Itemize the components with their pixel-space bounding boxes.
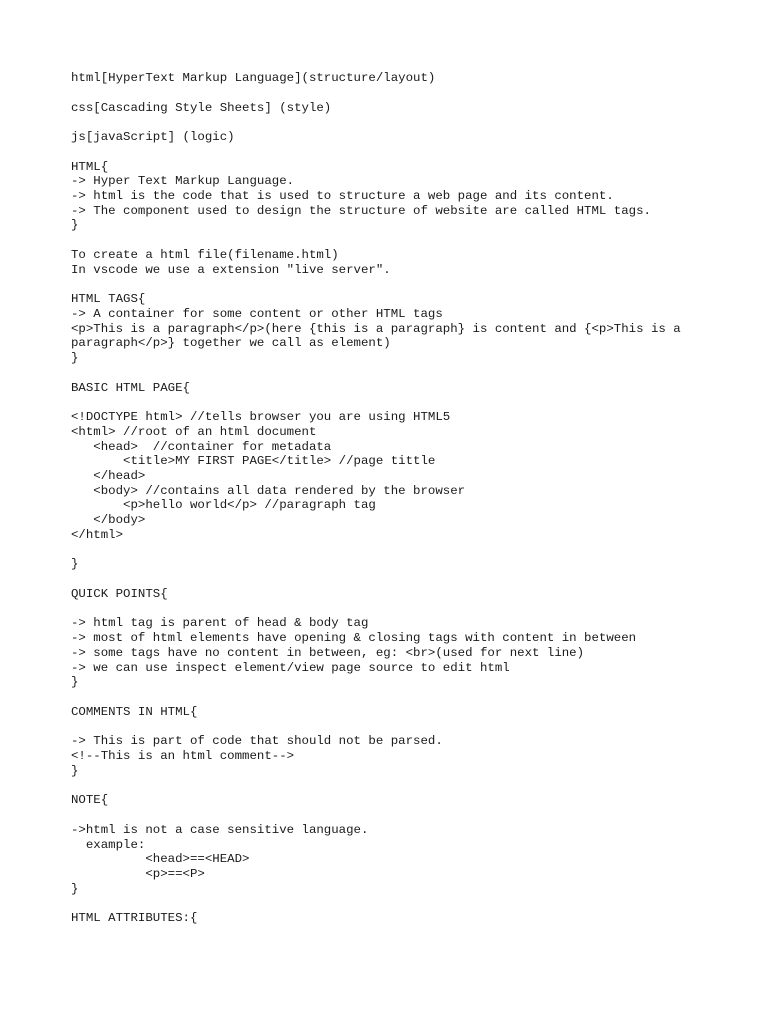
text-line: } — [71, 675, 79, 690]
code-line: </html> — [71, 527, 124, 542]
section-heading: HTML ATTRIBUTES:{ — [71, 911, 198, 926]
text-line: } — [71, 218, 79, 233]
text-line: -> A container for some content or other HTML tags — [71, 307, 443, 322]
code-line: <title>MY FIRST PAGE</title> //page tittle — [71, 454, 436, 469]
text-line: paragraph</p>} together we call as element) — [71, 336, 391, 351]
code-line: </body> — [71, 513, 146, 528]
text-line: -> html tag is parent of head & body tag — [71, 616, 369, 631]
text-line: } — [71, 763, 79, 778]
text-line: } — [71, 351, 79, 366]
section-heading: COMMENTS IN HTML{ — [71, 704, 198, 719]
blank-line — [71, 145, 761, 160]
text-line: ->html is not a case sensitive language. — [71, 822, 369, 837]
text-line: css[Cascading Style Sheets] (style) — [71, 100, 332, 115]
blank-line — [71, 602, 761, 617]
section-heading: QUICK POINTS{ — [71, 586, 168, 601]
text-line: -> some tags have no content in between, eg: <br>(used for next line) — [71, 645, 585, 660]
code-line: <html> //root of an html document — [71, 424, 317, 439]
blank-line — [71, 366, 761, 381]
text-line: In vscode we use a extension "live server". — [71, 262, 391, 277]
section-heading: BASIC HTML PAGE{ — [71, 380, 190, 395]
blank-line — [71, 690, 761, 705]
text-line: } — [71, 557, 79, 572]
section-heading: HTML{ — [71, 159, 109, 174]
code-line: <head>==<HEAD> — [71, 852, 250, 867]
blank-line — [71, 778, 761, 793]
code-line: <p>==<P> — [71, 866, 205, 881]
blank-line — [71, 542, 761, 557]
text-line: -> Hyper Text Markup Language. — [71, 174, 295, 189]
text-line: -> most of html elements have opening & closing tags with content in between — [71, 631, 637, 646]
section-heading: HTML TAGS{ — [71, 292, 146, 307]
code-line: <p>hello world</p> //paragraph tag — [71, 498, 376, 513]
blank-line — [71, 233, 761, 248]
document-page — [71, 71, 761, 926]
text-line: -> html is the code that is used to structure a web page and its content. — [71, 189, 614, 204]
code-line: <body> //contains all data rendered by the browser — [71, 483, 466, 498]
text-line: <p>This is a paragraph</p>(here {this is a paragraph} is content and {<p>This is a — [71, 321, 681, 336]
text-line: -> we can use inspect element/view page source to edit html — [71, 660, 510, 675]
blank-line — [71, 719, 761, 734]
blank-line — [71, 808, 761, 823]
text-line: To create a html file(filename.html) — [71, 248, 339, 263]
text-line: } — [71, 881, 79, 896]
blank-line — [71, 115, 761, 130]
blank-line — [71, 395, 761, 410]
text-line: example: — [71, 837, 146, 852]
section-heading: NOTE{ — [71, 793, 109, 808]
code-line: <!DOCTYPE html> //tells browser you are using HTML5 — [71, 410, 451, 425]
text-line: -> This is part of code that should not be parsed. — [71, 734, 443, 749]
code-line: <head> //container for metadata — [71, 439, 332, 454]
text-line: html[HyperText Markup Language](structure/layout) — [71, 71, 436, 85]
code-line: </head> — [71, 468, 146, 483]
text-line: js[javaScript] (logic) — [71, 130, 235, 145]
text-line: -> The component used to design the structure of website are called HTML tags. — [71, 203, 651, 218]
blank-line — [71, 86, 761, 101]
blank-line — [71, 572, 761, 587]
blank-line — [71, 896, 761, 911]
code-line: <!--This is an html comment--> — [71, 749, 295, 764]
blank-line — [71, 277, 761, 292]
